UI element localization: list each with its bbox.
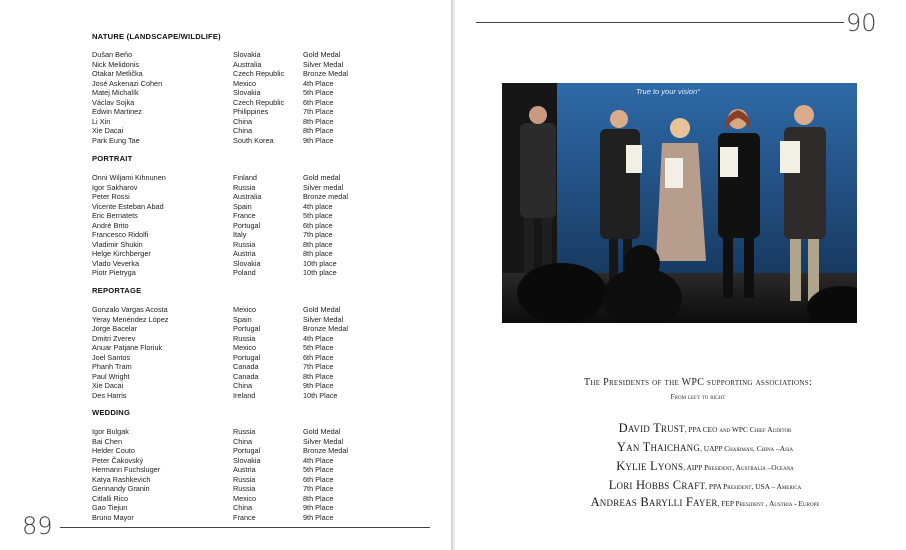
list-item: Onni Wiljami Kihnunen Finland Gold medal [92,173,341,182]
list-item: Hermann Fuchsluger Austria 5th Place [92,465,334,474]
list-item: Yeray Menéndez López Spain Silver Medal [92,314,344,324]
banner-text: True to your vision° [636,87,701,96]
page-number-left: 89 [22,512,53,540]
list-item: Bruno Mayor France 9th Place [92,512,334,522]
list-item: Paul Wright Canada 8th Place [92,371,334,381]
person-line: Kylie Lyons, AIPP President, Australia –Oceana [616,459,794,473]
list-item: Anuar Patjane Floriuk Mexico 5th Place [92,343,334,352]
list-item: Helge Kirchberger Austria 8th place [92,249,333,258]
list-item: Joel Santos Portugal 6th Place [92,352,334,362]
list-item: Peter Rossi Australia Bronze medal [92,192,349,201]
list-item: Václav Sojka Czech Republic 6th Place [92,97,334,107]
list-item: Igor Sakharov Russia Silver medal [92,182,344,192]
list-item: Otakar Metlička Czech Republic Bronze Medal [92,69,349,78]
section-title: WEDDING [92,408,131,417]
person-line: Yan Thaichang, UAPP Chairman, China –Asia [616,440,794,454]
list-item: Park Eung Tae South Korea 9th Place [92,135,334,145]
list-item: Li Xin China 8th Place [92,116,334,126]
caption-title: The Presidents of the WPC supporting associations: [583,377,813,388]
list-item: Gonzalo Vargas Acosta Mexico Gold Medal [92,305,341,314]
person-line: David Trust, PPA CEO and WPC Chief Auditor [618,421,792,435]
list-item: Vicente Esteban Abad Spain 4th place [92,201,333,211]
section-title: PORTRAIT [92,154,133,163]
section-title: REPORTAGE [92,286,142,295]
award-ceremony-photo [502,83,857,323]
list-item: Piotr Pietryga Poland 10th place [92,268,337,277]
list-item: Matej Michalík Slovakia 5th Place [92,88,334,97]
list-item: Edwin Martinez Philippines 7th Place [92,107,334,116]
person-line: Andreas Barylli Fayer, FEP President , Austria - Europe [590,495,820,509]
list-item: Peter Čakovský Slovakia 4th Place [92,455,334,465]
section-title: NATURE (LANDSCAPE/WILDLIFE) [92,32,221,41]
list-item: Des Harris Ireland 10th Place [92,390,338,400]
caption-subtitle: From left to right [670,392,726,401]
list-item: Phanh Tram Canada 7th Place [92,362,334,371]
footer-rule [60,527,430,528]
list-item: Gennandy Granin Russia 7th Place [92,484,334,493]
list-item: Igor Bulgak Russia Gold Medal [92,427,341,436]
list-item: Katya Rashkevich Russia 6th Place [92,474,334,484]
list-item: Francesco Ridolfi Italy 7th place [92,230,333,239]
list-item: Eric Bernatets France 5th place [92,211,333,220]
list-item: André Brito Portugal 6th place [92,220,333,230]
list-item: Dmitri Zverev Russia 4th Place [92,333,334,343]
list-item: José Askenazi Cohen Mexico 4th Place [92,78,334,88]
list-item: Helder Couto Portugal Bronze Medal [92,446,349,455]
list-item: Xie Dacai China 9th Place [92,381,334,390]
list-item: Nick Melidonis Australia Silver Medal [92,59,344,69]
page-number-right: 90 [846,9,877,37]
list-item: Vladimir Shukin Russia 8th place [92,239,333,249]
list-item: Bai Chen China Silver Medal [92,436,344,446]
photo-illustration [502,83,857,323]
list-item: Xie Dacai China 8th Place [92,126,334,135]
list-item: Gao Tiejun China 9th Place [92,503,334,512]
list-item: Jorge Bacelar Portugal Bronze Medal [92,324,349,333]
list-item: Dušan Beňo Slovakia Gold Medal [92,50,341,59]
header-rule [476,22,844,23]
list-item: Citlalli Rico Mexico 8th Place [92,493,334,503]
person-line: Lori Hobbs Craft, PPA President, USA – America [608,478,802,492]
list-item: Vlado Veverka Slovakia 10th place [92,258,337,268]
